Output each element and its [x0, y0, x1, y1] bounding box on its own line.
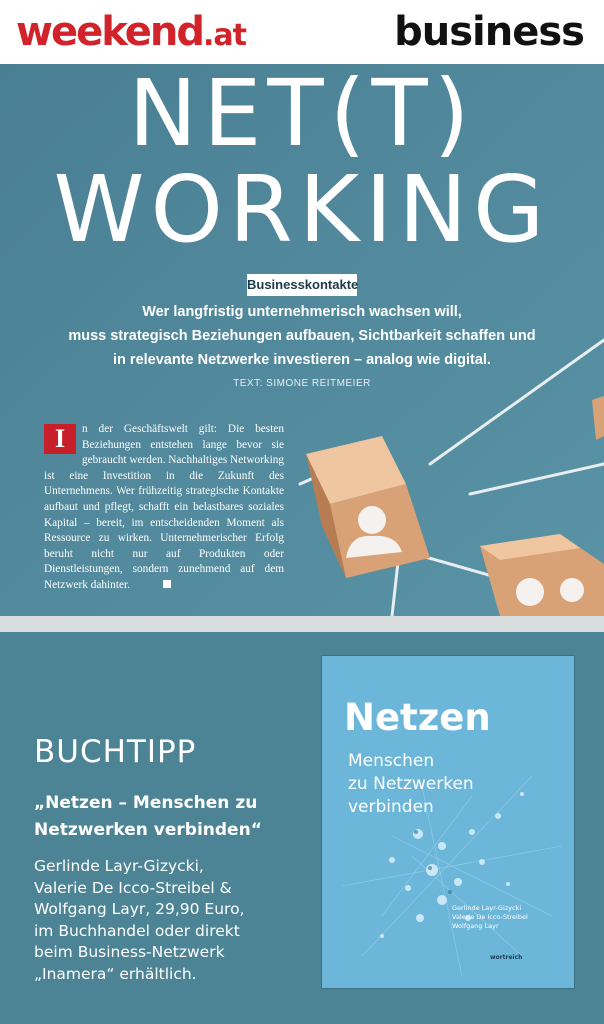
cover-publisher: wortreich [490, 954, 523, 961]
book-info [34, 856, 314, 985]
article-panel [0, 64, 604, 616]
cover-authors [452, 904, 528, 931]
headline-line-2: WORKING [53, 156, 551, 263]
cover-subtitle-line: verbinden [348, 797, 434, 817]
cover-author: Valerie De Icco-Streibel [452, 913, 528, 921]
cover-subtitle-line: Menschen [348, 751, 435, 771]
book-info-line: im Buchhandel oder direkt [34, 921, 240, 940]
weekend-logo[interactable] [16, 8, 246, 60]
cover-subtitle-line: zu Netzwerken [348, 774, 474, 794]
book-info-line: Wolfgang Layr, 29,90 Euro, [34, 900, 245, 918]
book-title-line: „Netzen – Menschen zu [34, 793, 258, 813]
kicker-label: Businesskontakte [247, 274, 357, 296]
cover-author: Gerlinde Layr-Gizycki [452, 904, 522, 912]
cover-author: Wolfgang Layr [452, 922, 499, 930]
book-tip-heading: BUCHTIPP [34, 734, 197, 770]
byline: TEXT: SIMONE REITMEIER [233, 378, 371, 389]
weekend-logo-main: weekend [16, 9, 203, 55]
book-title-line: Netzwerken verbinden“ [34, 820, 262, 840]
cover-title: Netzen [344, 696, 491, 739]
magazine-header [0, 0, 604, 64]
book-cover[interactable] [322, 656, 574, 988]
section-divider [0, 616, 604, 632]
lead-paragraph [40, 300, 564, 372]
drop-cap: I [44, 424, 76, 454]
headline-line-1: NET(T) [128, 64, 476, 167]
business-section-logo: business [394, 9, 584, 55]
weekend-logo-tld: .at [202, 18, 246, 53]
body-text: n der Geschäftswelt gilt: Die besten Beziehungen entstehen lange bevor sie gebraucht werden. Nachhaltiges Networking ist eine Investition in die Zukunft des Unternehmens. Wer frühzeitig strategische Kontakte aufbaut und pflegt, schafft ein belastbares soziales Kapital – bereit, im entscheidenden Moment als Ressource zu wirken. Unternehmerischer Erfolg beruht nicht nur auf Produkten oder Dienstleistungen, sondern zunehmend auf dem Netzwerk dahinter. [44, 423, 285, 591]
book-tip-panel [0, 632, 604, 1024]
book-info-line: beim Business-Netzwerk [34, 943, 225, 961]
book-info-line: Valerie De Icco-Streibel & [34, 878, 232, 897]
book-info-line: „Inamera“ erhältlich. [34, 964, 197, 983]
book-info-line: Gerlinde Layr-Gizycki, [34, 857, 204, 875]
cover-subtitle [348, 750, 548, 819]
lead-line: muss strategisch Beziehungen aufbauen, Sichtbarkeit schaffen und [68, 328, 536, 344]
article-body [44, 422, 284, 594]
lead-line: in relevante Netzwerke investieren – analog wie digital. [113, 352, 491, 368]
lead-line: Wer langfristig unternehmerisch wachsen will, [142, 304, 462, 320]
end-mark-icon [163, 580, 171, 588]
book-title [34, 790, 304, 844]
